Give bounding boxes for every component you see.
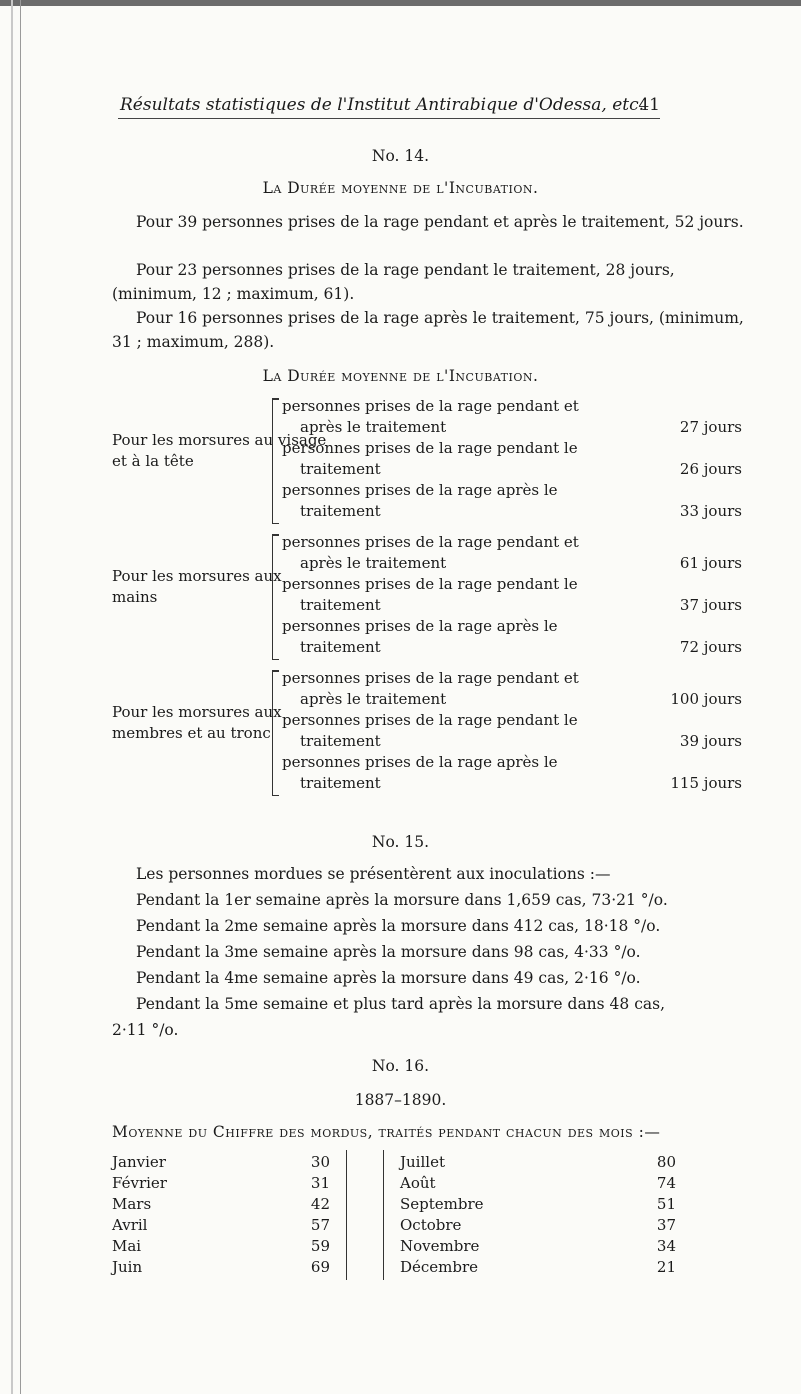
entry-line: personnes prises de la rage après le <box>282 753 558 771</box>
group-1-entries <box>282 396 742 522</box>
section-14-p3: Pour 16 personnes prises de la rage après le traitement, 75 jours, (minimum, 31 ; maximum, 288). <box>112 309 744 351</box>
page-number: 41 <box>638 95 660 115</box>
month-row: Avril 57 <box>112 1216 330 1234</box>
section-14-p1: Pour 39 personnes prises de la rage pendant et après le traitement, 52 jours. <box>136 213 744 231</box>
section-14-title: La Durée moyenne de l'Incubation. <box>262 179 539 197</box>
section-15-intro: Les personnes mordues se présentèrent aux inoculations :— <box>136 865 611 883</box>
section-16-number: No. 16. <box>371 1057 430 1075</box>
entry-line: traitement 72 jours <box>300 638 742 656</box>
entry-line: après le traitement 61 jours <box>300 554 742 572</box>
entry-line: traitement 26 jours <box>300 460 742 478</box>
entry-line: personnes prises de la rage après le <box>282 617 558 635</box>
entry-line: personnes prises de la rage pendant et <box>282 669 579 687</box>
entry-line: traitement 115 jours <box>300 774 742 792</box>
month-row: Mars 42 <box>112 1195 330 1213</box>
section-15-line-5: Pendant la 5me semaine et plus tard après la morsure dans 48 cas, <box>136 995 665 1013</box>
month-row: Mai 59 <box>112 1237 330 1255</box>
month-row: Février 31 <box>112 1174 330 1192</box>
entry-line: personnes prises de la rage pendant le <box>282 439 578 457</box>
month-row: Juillet 80 <box>400 1153 676 1171</box>
column-divider <box>346 1150 347 1280</box>
entry-line: traitement 39 jours <box>300 732 742 750</box>
group-2-entries <box>282 532 742 658</box>
entry-line: personnes prises de la rage pendant et <box>282 533 579 551</box>
group-1-label: Pour les morsures au visage et à la tête <box>112 431 327 470</box>
month-column-right <box>400 1152 676 1278</box>
month-row: Novembre 34 <box>400 1237 676 1255</box>
section-15-last-line: 2·11 °/o. <box>112 1021 179 1039</box>
binding-line <box>20 0 21 1394</box>
section-16-title: Moyenne du Chiffre des mordus, traités pendant chacun des mois :— <box>112 1123 661 1141</box>
brace <box>272 398 281 524</box>
section-14-number: No. 14. <box>371 147 430 165</box>
brace <box>272 670 281 796</box>
binding-edge <box>11 0 13 1394</box>
running-title: Résultats statistiques de l'Institut Antirabique d'Odessa, etc. <box>120 95 645 115</box>
entry-line: personnes prises de la rage pendant le <box>282 575 578 593</box>
month-row: Juin 69 <box>112 1258 330 1276</box>
entry-line: traitement 37 jours <box>300 596 742 614</box>
table-title: La Durée moyenne de l'Incubation. <box>262 367 539 385</box>
entry-line: personnes prises de la rage après le <box>282 481 558 499</box>
month-row: Décembre 21 <box>400 1258 676 1276</box>
section-15-line-1: Pendant la 1er semaine après la morsure dans 1,659 cas, 73·21 °/o. <box>136 891 668 909</box>
section-15-line-3: Pendant la 3me semaine après la morsure dans 98 cas, 4·33 °/o. <box>136 943 641 961</box>
entry-line: personnes prises de la rage pendant et <box>282 397 579 415</box>
section-16-years: 1887–1890. <box>354 1091 447 1109</box>
group-2-label: Pour les morsures aux mains <box>112 567 282 606</box>
column-divider <box>383 1150 384 1280</box>
section-15-number: No. 15. <box>371 833 430 851</box>
section-14-p2: Pour 23 personnes prises de la rage pendant le traitement, 28 jours, (minimum, 12 ; maximum, 61). <box>112 261 675 303</box>
brace <box>272 534 281 660</box>
group-3-entries <box>282 668 742 794</box>
month-row: Octobre 37 <box>400 1216 676 1234</box>
section-15-line-2: Pendant la 2me semaine après la morsure dans 412 cas, 18·18 °/o. <box>136 917 661 935</box>
entry-line: après le traitement 100 jours <box>300 690 742 708</box>
entry-line: après le traitement 27 jours <box>300 418 742 436</box>
entry-line: traitement 33 jours <box>300 502 742 520</box>
month-row: Septembre 51 <box>400 1195 676 1213</box>
header-rule <box>118 118 660 119</box>
section-15-line-4: Pendant la 4me semaine après la morsure dans 49 cas, 2·16 °/o. <box>136 969 641 987</box>
month-column-left <box>112 1152 330 1278</box>
running-header <box>120 95 660 115</box>
entry-line: personnes prises de la rage pendant le <box>282 711 578 729</box>
top-edge <box>0 0 801 6</box>
group-3-label: Pour les morsures aux membres et au tronc <box>112 703 282 742</box>
month-row: Août 74 <box>400 1174 676 1192</box>
month-row: Janvier 30 <box>112 1153 330 1171</box>
